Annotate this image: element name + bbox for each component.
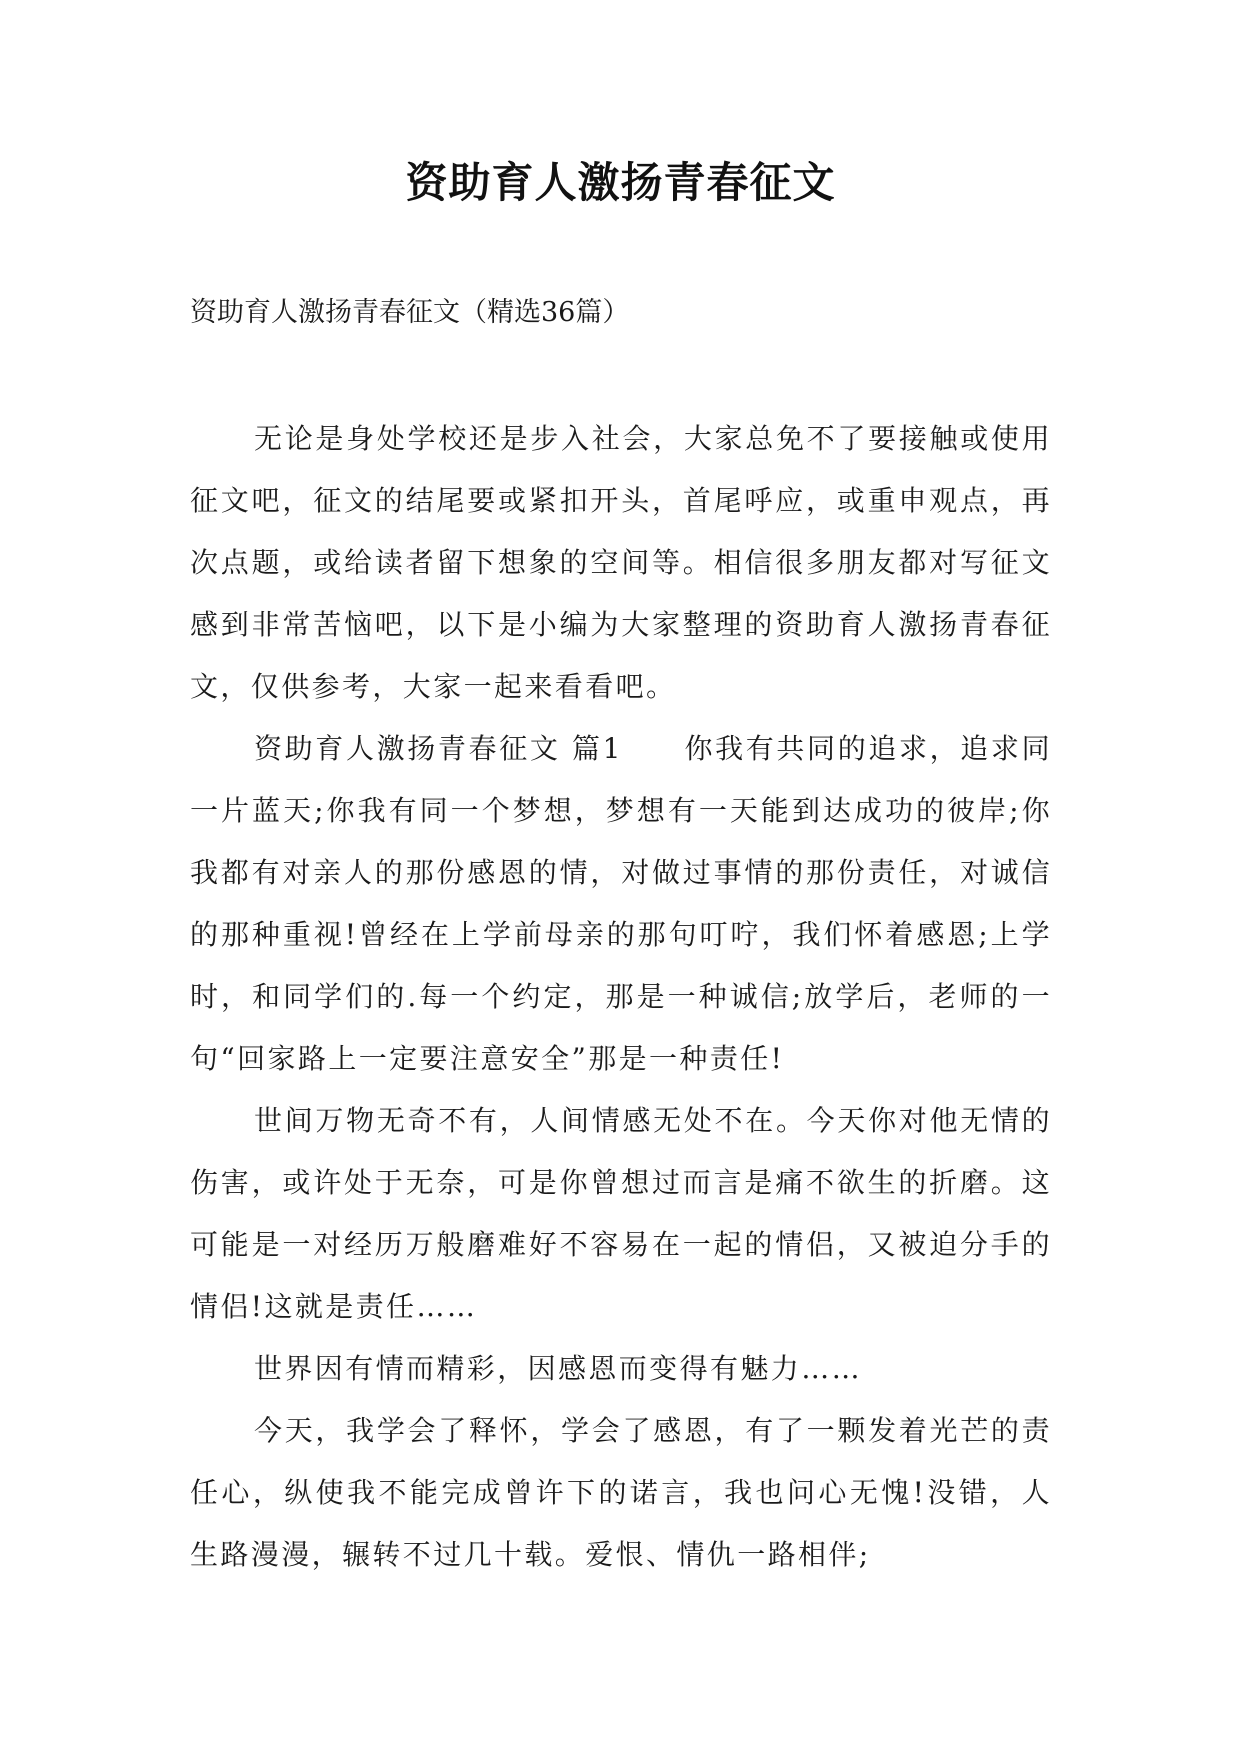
paragraph-world: 世界因有情而精彩，因感恩而变得有魅力…… xyxy=(254,1352,863,1385)
paragraph-emotion: 世间万物无奇不有，人间情感无处不在。今天你对他无情的伤害，或许处于无奈，可是你曾想过而言是痛不欲生的折磨。这可能是一对经历万般磨难好不容易在一起的情侣，又被迫分手的情侣!这就是责任…… xyxy=(190,1104,1052,1323)
document-body xyxy=(190,408,1052,1586)
document-subtitle: 资助育人激扬青春征文（精选36篇） xyxy=(190,297,630,328)
paragraph-today: 今天，我学会了释怀，学会了感恩，有了一颗发着光芒的责任心，纵使我不能完成曾许下的诺言，我也问心无愧!没错，人生路漫漫，辗转不过几十载。爱恨、情仇一路相伴; xyxy=(190,1414,1052,1571)
paragraph-intro: 无论是身处学校还是步入社会，大家总免不了要接触或使用征文吧，征文的结尾要或紧扣开头，首尾呼应，或重申观点，再次点题，或给读者留下想象的空间等。相信很多朋友都对写征文感到非常苦恼吧，以下是小编为大家整理的资助育人激扬青春征文，仅供参考，大家一起来看看吧。 xyxy=(190,422,1052,703)
paragraph-essay-1: 资助育人激扬青春征文 篇1 你我有共同的追求，追求同一片蓝天;你我有同一个梦想，梦想有一天能到达成功的彼岸;你我都有对亲人的那份感恩的情，对做过事情的那份责任，对诚信的那种重视!曾经在上学前母亲的那句叮咛，我们怀着感恩;上学时，和同学们的.每一个约定，那是一种诚信;放学后，老师的一句“回家路上一定要注意安全”那是一种责任! xyxy=(190,732,1052,1075)
document-title: 资助育人激扬青春征文 xyxy=(405,158,836,207)
